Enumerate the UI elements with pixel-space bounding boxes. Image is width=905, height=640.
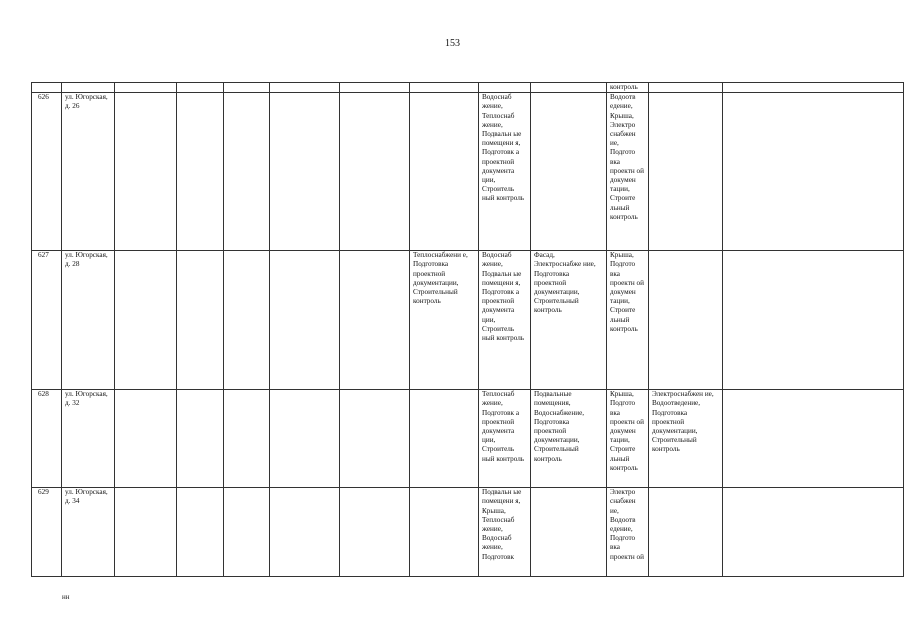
table-cell [340,83,410,93]
works-cell [479,83,531,93]
table-cell [177,251,224,390]
works-cell: Водоснаб жение, Теплоснаб жение, Подвальн ые помещени я, Подготовк а проектной документа ции, Строитель ный контроль [479,93,531,251]
table-cell [723,251,904,390]
address-cell: ул. Югорская, д. 32 [62,390,115,488]
works-cell: Теплоснаб жение, Подготовк а проектной документа ции, Строитель ный контроль [479,390,531,488]
table-cell [270,390,340,488]
address-cell: ул. Югорская, д. 26 [62,93,115,251]
table-cell [410,488,479,577]
table-cell [340,93,410,251]
table-row [32,488,904,577]
works-cell: Крыша, Подгото вка проектн ой докумен тации, Строите льный контроль [607,251,649,390]
table-cell [340,390,410,488]
table-cell [224,83,270,93]
table-cell [224,488,270,577]
table-cell [224,390,270,488]
address-cell: ул. Югорская, д. 28 [62,251,115,390]
works-cell [649,93,723,251]
number-cell: 629 [32,488,62,577]
table-cell [410,83,479,93]
works-cell [649,488,723,577]
table-row [32,93,904,251]
works-cell: Водоотв едение, Крыша, Электро снабжен ие, Подгото вка проектн ой докумен тации, Строите льный контроль [607,93,649,251]
table-cell [723,488,904,577]
table-cell [177,93,224,251]
table-cell [115,390,177,488]
table-cell [723,390,904,488]
number-cell: 626 [32,93,62,251]
table-cell [723,83,904,93]
works-cell: Подвальные помещения, Водоснабжение, Подготовка проектной документации, Строительный контроль [531,390,607,488]
number-cell: 628 [32,390,62,488]
works-cell: Теплоснабжени е, Подготовка проектной документации, Строительный контроль [410,251,479,390]
works-cell: Электро снабжен ие, Водоотв едение, Подгото вка проектн ой [607,488,649,577]
table-cell [340,251,410,390]
table-cell [115,93,177,251]
works-cell: Крыша, Подгото вка проектн ой докумен тации, Строите льный контроль [607,390,649,488]
number-cell [32,83,62,93]
capital-repair-table [31,82,904,577]
table-cell [270,83,340,93]
address-cell: ул. Югорская, д. 34 [62,488,115,577]
table-cell [270,251,340,390]
works-cell [531,488,607,577]
table-cell [177,488,224,577]
works-cell [649,251,723,390]
table-cell [115,488,177,577]
table-cell [410,93,479,251]
works-cell [531,83,607,93]
address-cell [62,83,115,93]
table-cell [177,390,224,488]
works-cell [531,93,607,251]
table-cell [410,390,479,488]
table-cell [723,93,904,251]
page-number: 153 [445,38,460,49]
number-cell: 627 [32,251,62,390]
table-cell [115,83,177,93]
table-cell [270,488,340,577]
table-cell [115,251,177,390]
works-cell: Подвальн ые помещени я, Крыша, Теплоснаб жение, Водоснаб жение, Подготовк [479,488,531,577]
footer-note: нн [62,593,70,601]
table-row [32,83,904,93]
table-cell [270,93,340,251]
table-cell [177,83,224,93]
works-cell: контроль [607,83,649,93]
table-cell [224,93,270,251]
works-cell: Фасад, Электроснабже ние, Подготовка проектной документации, Строительный контроль [531,251,607,390]
works-cell: Водоснаб жение, Подвальн ые помещени я, Подготовк а проектной документа ции, Строитель ный контроль [479,251,531,390]
works-cell [649,83,723,93]
works-cell: Электроснабжен ие, Водоотведение, Подготовка проектной документации, Строительный контроль [649,390,723,488]
table-row [32,390,904,488]
table-cell [224,251,270,390]
table-cell [340,488,410,577]
table-row [32,251,904,390]
